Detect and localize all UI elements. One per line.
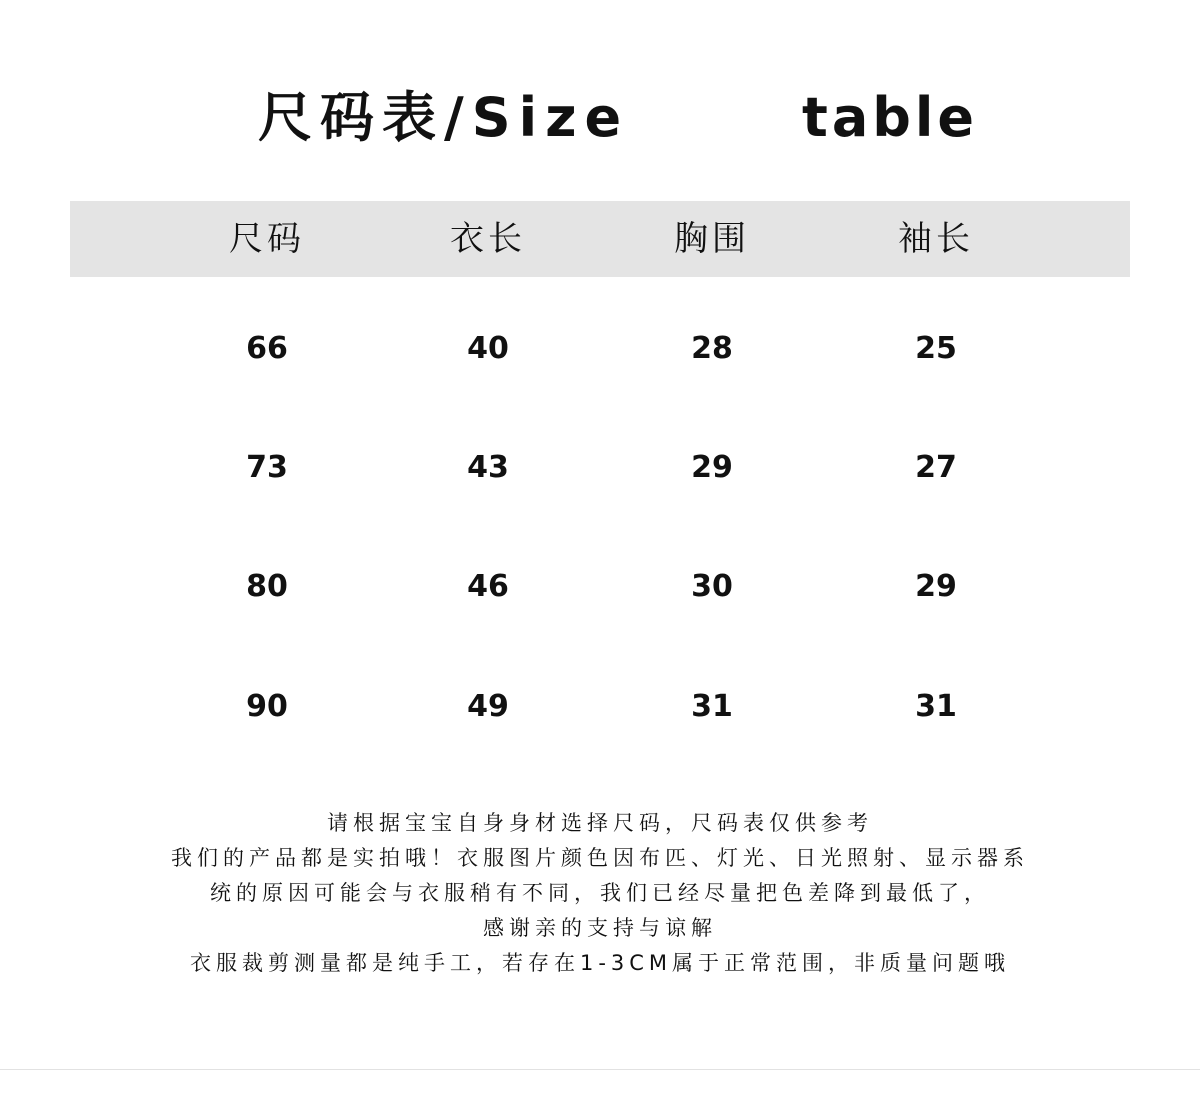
table-row	[0, 677, 1200, 737]
cell-length: 46	[467, 569, 509, 604]
note-line: 感谢亲的支持与谅解	[483, 916, 717, 940]
cell-chest: 29	[691, 450, 733, 485]
cell-length: 43	[467, 450, 509, 485]
cell-size: 90	[246, 689, 288, 724]
cell-size: 80	[246, 569, 288, 604]
note-line: 统的原因可能会与衣服稍有不同，我们已经尽量把色差降到最低了，	[210, 881, 990, 905]
note-line: 我们的产品都是实拍哦！衣服图片颜色因布匹、灯光、日光照射、显示器系	[171, 846, 1029, 870]
cell-length: 40	[467, 331, 509, 366]
size-table-title	[0, 78, 1200, 158]
cell-sleeve: 27	[915, 450, 957, 485]
table-row	[0, 557, 1200, 617]
cell-chest: 28	[691, 331, 733, 366]
title-left-text: 尺码表/Size	[258, 86, 630, 149]
cell-length: 49	[467, 689, 509, 724]
header-sleeve: 袖长	[898, 219, 974, 259]
cell-chest: 31	[691, 689, 733, 724]
title-right-text: table	[802, 86, 979, 149]
size-notes	[60, 806, 1140, 981]
note-line: 衣服裁剪测量都是纯手工，若存在1-3CM属于正常范围，非质量问题哦	[189, 951, 1011, 975]
header-length: 衣长	[450, 219, 526, 259]
cell-size: 73	[246, 450, 288, 485]
header-size: 尺码	[229, 219, 305, 259]
cell-sleeve: 29	[915, 569, 957, 604]
cell-sleeve: 31	[915, 689, 957, 724]
table-header-row	[70, 201, 1130, 277]
bottom-divider	[0, 1069, 1200, 1070]
header-chest: 胸围	[674, 219, 750, 259]
cell-chest: 30	[691, 569, 733, 604]
cell-sleeve: 25	[915, 331, 957, 366]
note-line: 请根据宝宝自身身材选择尺码，尺码表仅供参考	[327, 811, 873, 835]
cell-size: 66	[246, 331, 288, 366]
table-row	[0, 319, 1200, 379]
table-row	[0, 438, 1200, 498]
